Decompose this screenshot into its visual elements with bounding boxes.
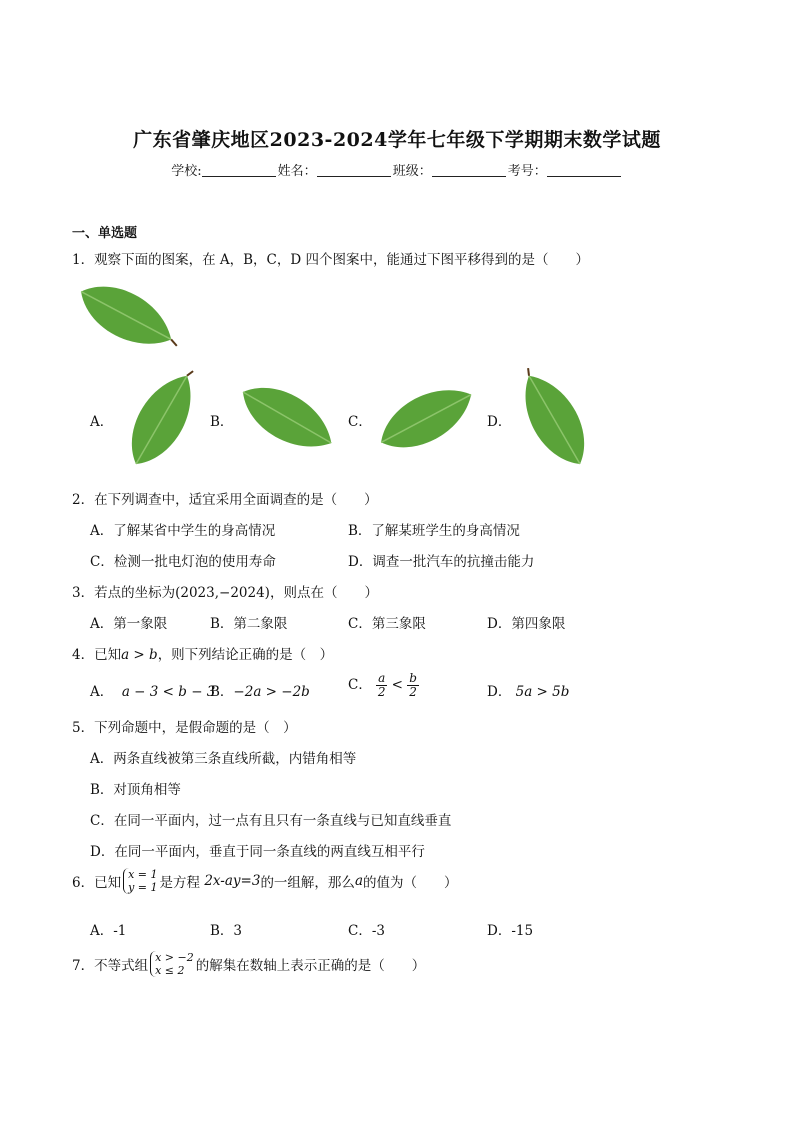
page-title: 广东省肇庆地区2023-2024学年七年级下学期期末数学试题 <box>133 129 661 151</box>
student-info-line <box>0 160 794 179</box>
q5-option-d[interactable]: D．在同一平面内，垂直于同一条直线的两直线互相平行 <box>90 844 425 860</box>
q6-option-a[interactable]: A．-1 <box>90 923 127 939</box>
q4-option-b-expr: −2a > −2b <box>233 684 310 700</box>
q6-option-c[interactable]: C．-3 <box>348 923 385 939</box>
question-5-stem: 5．下列命题中，是假命题的是（ ） <box>72 720 297 736</box>
question-1-stem: 1．观察下面的图案，在 A，B，C，D 四个图案中，能通过下图平移得到的是（ ） <box>72 252 589 268</box>
number-blank[interactable] <box>547 164 621 177</box>
q6-option-b[interactable]: B．3 <box>210 923 243 939</box>
question-6-stem <box>72 868 458 894</box>
number-label: 考号： <box>507 164 547 179</box>
q5-option-a[interactable]: A．两条直线被第三条直线所截，内错角相等 <box>90 751 357 767</box>
q3-option-c[interactable]: C．第三象限 <box>348 616 426 632</box>
q5-option-b[interactable]: B．对顶角相等 <box>90 782 181 798</box>
q2-option-a[interactable]: A．了解某省中学生的身高情况 <box>90 523 276 539</box>
q4-option-b-label: B． <box>210 684 234 700</box>
question-4-stem <box>72 643 333 663</box>
question-3-stem: 3．若点的坐标为(2023,−2024)，则点在（ ） <box>72 585 378 601</box>
q4-option-c[interactable] <box>348 672 419 699</box>
q6-stem-end: 的值为（ ） <box>363 875 458 891</box>
q4-option-d[interactable] <box>487 680 569 700</box>
q4-stem-pre: 4．已知 <box>72 647 122 663</box>
q4-option-c-fraction-b: $\frac{b}{2}$ <box>409 671 417 699</box>
q6-stem-pre: 6．已知 <box>72 875 122 891</box>
q4-option-d-label: D． <box>487 684 512 700</box>
q1-option-a-label[interactable]: A． <box>90 414 114 430</box>
q6-system: x = 1 y = 1 <box>123 868 157 894</box>
q6-stem-mid: 是方程 <box>159 875 201 891</box>
q6-equation: 2x-ay=3 <box>204 873 261 889</box>
q4-option-a-label: A． <box>90 684 114 700</box>
q1-option-d-label[interactable]: D． <box>487 414 512 430</box>
q4-option-c-label: C． <box>348 677 372 693</box>
q1-option-c-label[interactable]: C． <box>348 414 372 430</box>
leaf-option-c-image[interactable] <box>372 372 482 464</box>
class-blank[interactable] <box>432 164 506 177</box>
question-7-stem <box>72 951 425 977</box>
q3-option-b[interactable]: B．第二象限 <box>210 616 288 632</box>
q5-option-c[interactable]: C．在同一平面内，过一点有且只有一条直线与已知直线垂直 <box>90 813 452 829</box>
name-blank[interactable] <box>317 164 391 177</box>
question-2-stem: 2．在下列调查中，适宜采用全面调查的是（ ） <box>72 492 378 508</box>
q6-stem-post: 的一组解，那么 <box>260 875 355 891</box>
q1-option-b-label[interactable]: B． <box>210 414 234 430</box>
q4-option-b[interactable] <box>210 680 310 700</box>
q4-option-a[interactable] <box>90 680 215 700</box>
leaf-original-image <box>72 275 182 357</box>
q4-option-c-fraction-a: $\frac{a}{2}$ <box>377 671 386 699</box>
q4-option-a-expr: a − 3 < b − 3 <box>121 684 216 700</box>
school-label: 学校: <box>171 164 202 179</box>
q2-option-c[interactable]: C．检测一批电灯泡的使用寿命 <box>90 554 276 570</box>
q4-condition: a > b <box>121 647 158 663</box>
q2-option-b[interactable]: B．了解某班学生的身高情况 <box>348 523 520 539</box>
q4-option-c-lt: < <box>391 677 403 693</box>
q3-option-a[interactable]: A．第一象限 <box>90 616 168 632</box>
leaf-option-a-image[interactable] <box>118 365 206 473</box>
q7-system: x > −2 x ≤ 2 <box>150 951 194 977</box>
q2-option-d[interactable]: D．调查一批汽车的抗撞击能力 <box>348 554 535 570</box>
q4-stem-post: ，则下列结论正确的是（ ） <box>157 647 334 663</box>
q7-stem-post: 的解集在数轴上表示正确的是（ ） <box>195 958 426 974</box>
q7-stem-pre: 7．不等式组 <box>72 958 149 974</box>
q6-option-d[interactable]: D．-15 <box>487 923 534 939</box>
leaf-option-b-image[interactable] <box>232 372 344 464</box>
section-heading: 一、单选题 <box>72 226 138 241</box>
q4-option-d-expr: 5a > 5b <box>515 684 570 700</box>
q6-variable: a <box>354 873 363 889</box>
school-blank[interactable] <box>202 164 276 177</box>
leaf-option-d-image[interactable] <box>510 365 598 473</box>
class-label: 班级： <box>392 164 432 179</box>
name-label: 姓名： <box>277 164 317 179</box>
q3-option-d[interactable]: D．第四象限 <box>487 616 566 632</box>
